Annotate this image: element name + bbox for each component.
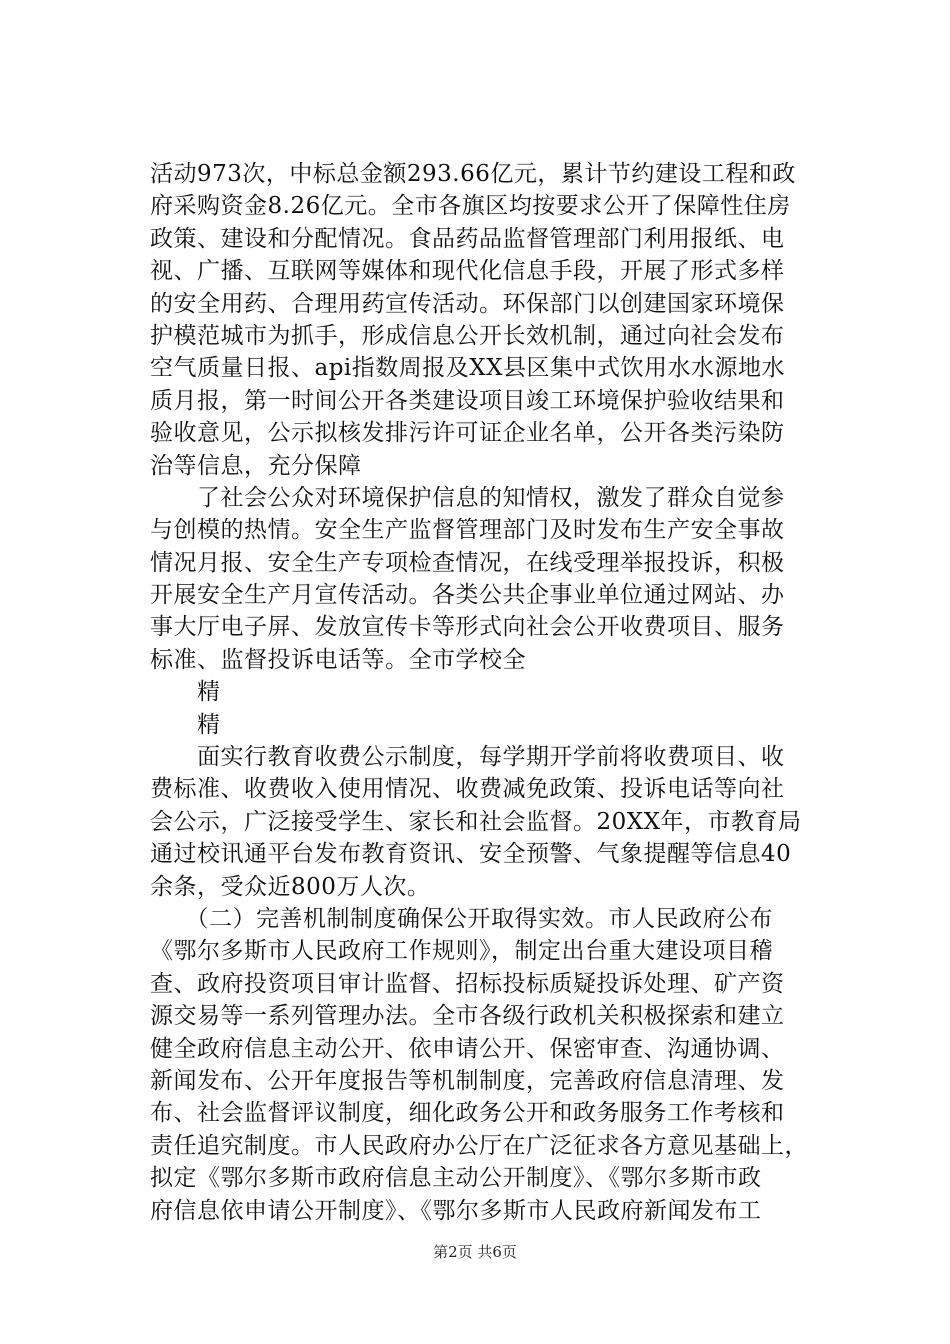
text-line: 事大厅电子屏、发放宣传卡等形式向社会公开收费项目、服务 [150, 614, 785, 641]
text-line: 空气质量日报、api指数周报及XX县区集中式饮用水水源地水 [150, 355, 786, 382]
text-line: 余条，受众近800万人次。 [150, 873, 431, 900]
text-line: 了社会公众对环境保护信息的知情权，激发了群众自觉参 [150, 484, 785, 511]
text-line: 费标准、收费收入使用情况、收费减免政策、投诉电话等向社 [150, 776, 785, 803]
text-line: 拟定《鄂尔多斯市政府信息主动公开制度》、《鄂尔多斯市政 [150, 1165, 762, 1192]
text-line: 与创模的热情。安全生产监督管理部门及时发布生产安全事故 [150, 517, 785, 544]
text-line: 开展安全生产月宣传活动。各类公共企事业单位通过网站、办 [150, 582, 785, 609]
text-line: 活动973次，中标总金额293.66亿元，累计节约建设工程和政 [150, 161, 796, 187]
text-line: 面实行教育收费公示制度，每学期开学前将收费项目、收 [150, 744, 785, 771]
text-line: 政策、建设和分配情况。食品药品监督管理部门利用报纸、电 [150, 225, 785, 252]
text-line: 治等信息，充分保障 [150, 452, 362, 479]
text-line: 的安全用药、合理用药宣传活动。环保部门以创建国家环境保 [150, 290, 785, 317]
text-line: 府信息依申请公开制度》、《鄂尔多斯市人民政府新闻发布工 [150, 1197, 762, 1224]
text-line: 情况月报、安全生产专项检查情况，在线受理举报投诉，积极 [150, 549, 785, 576]
text-line: 验收意见，公示拟核发排污许可证企业名单，公开各类污染防 [150, 420, 785, 447]
text-line: 《鄂尔多斯市人民政府工作规则》，制定出台重大建设项目稽 [150, 938, 773, 965]
text-line: （二）完善机制制度确保公开取得实效。市人民政府公布 [150, 905, 773, 932]
body-text [150, 158, 840, 1227]
text-line: 责任追究制度。市人民政府办公厅在广泛征求各方意见基础上， [150, 1132, 808, 1159]
text-line: 源交易等一系列管理办法。全市各级行政机关积极探索和建立 [150, 1003, 785, 1030]
text-line: 布、社会监督评议制度，细化政务公开和政务服务工作考核和 [150, 1100, 785, 1127]
page-footer: 第2页 共6页 [433, 1243, 517, 1261]
text-line: 查、政府投资项目审计监督、招标投标质疑投诉处理、矿产资 [150, 970, 785, 997]
text-line: 质月报，第一时间公开各类建设项目竣工环境保护验收结果和 [150, 387, 785, 414]
text-line: 健全政府信息主动公开、依申请公开、保密审查、沟通协调、 [150, 1035, 785, 1062]
text-line: 护模范城市为抓手，形成信息公开长效机制，通过向社会发布 [150, 322, 785, 349]
text-line: 视、广播、互联网等媒体和现代化信息手段，开展了形式多样 [150, 258, 785, 285]
text-line: 新闻发布、公开年度报告等机制制度，完善政府信息清理、发 [150, 1067, 785, 1094]
text-line: 会公示，广泛接受学生、家长和社会监督。20XX年，市教育局 [150, 808, 802, 835]
text-line: 通过校讯通平台发布教育资讯、安全预警、气象提醒等信息40 [150, 841, 792, 868]
text-line: 标准、监督投诉电话等。全市学校全 [150, 646, 526, 673]
text-line: 精 [150, 711, 221, 738]
text-line: 府采购资金8.26亿元。全市各旗区均按要求公开了保障性住房 [150, 193, 791, 220]
text-line: 精 [150, 679, 221, 706]
